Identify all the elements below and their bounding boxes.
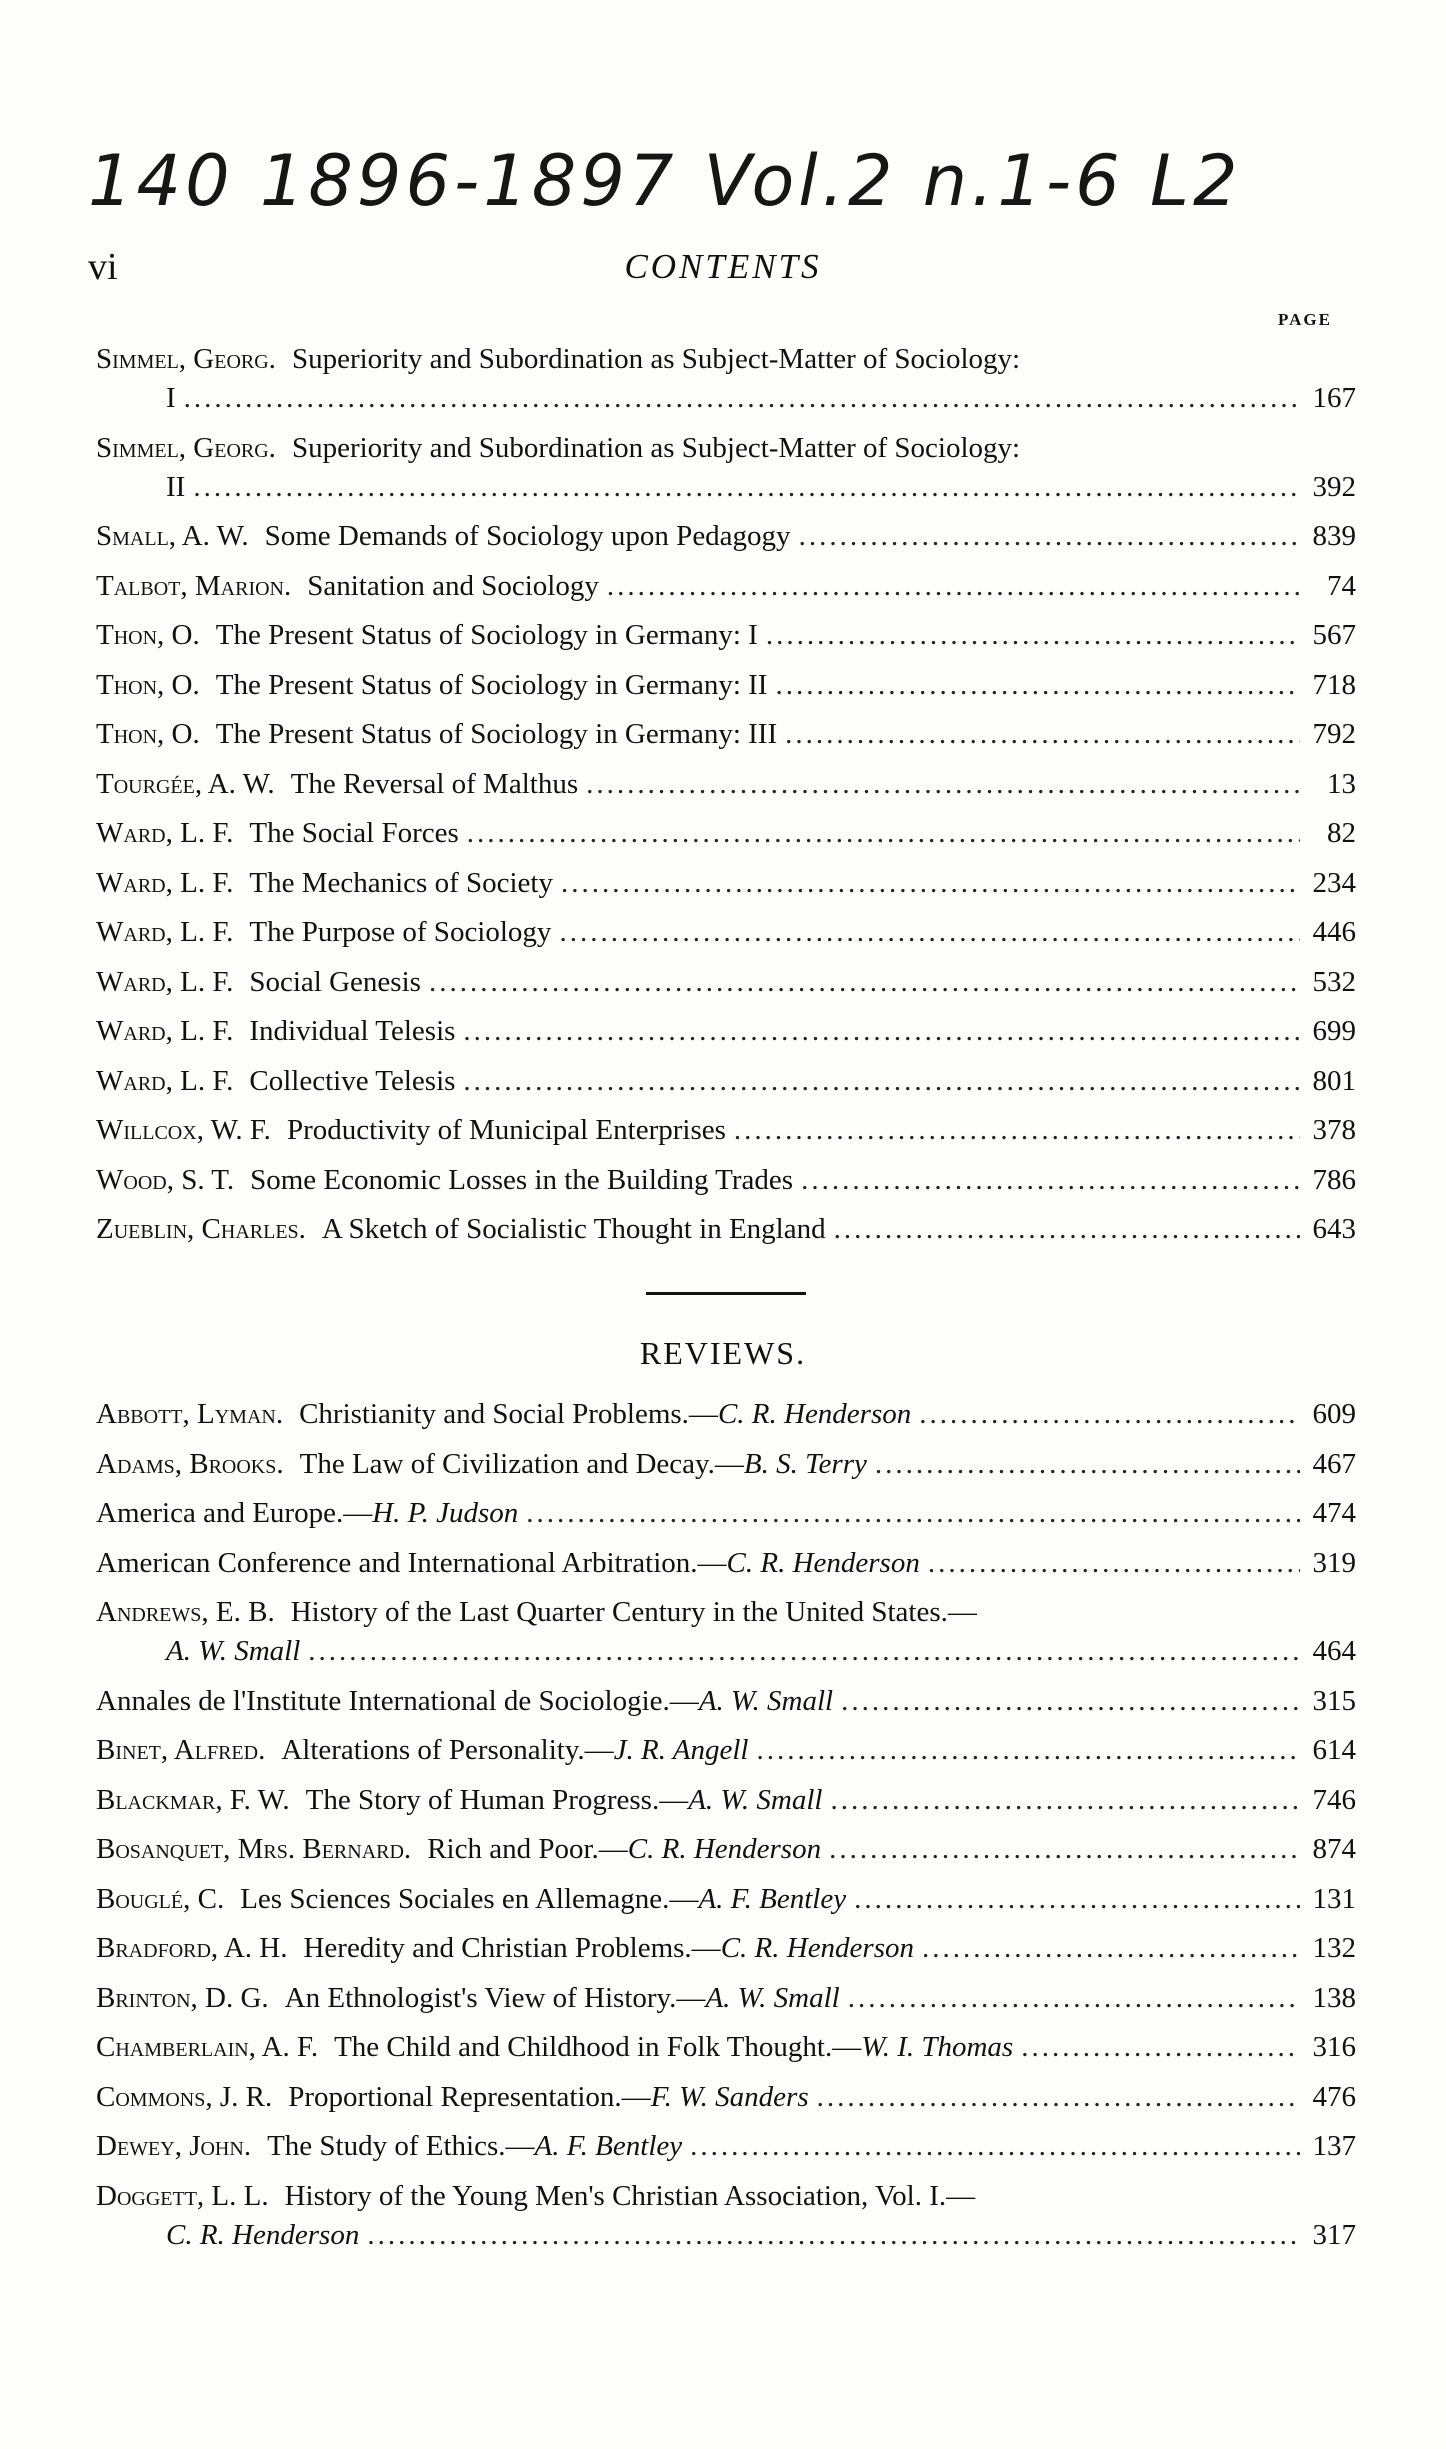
entry-author: Bouglé, C. (96, 1882, 225, 1915)
entry-reviewer: C. R. Henderson (720, 1932, 915, 1964)
leader-dots (690, 2127, 1300, 2166)
entry-page: 392 (1312, 470, 1356, 503)
contents-entry (96, 864, 1356, 903)
entry-line (96, 1111, 1356, 1150)
contents-entry (96, 963, 1356, 1002)
leader-dots (756, 1731, 1300, 1770)
contents-entry (96, 1012, 1356, 1051)
entry-line (96, 1880, 1356, 1919)
review-entry (96, 2028, 1356, 2067)
contents-entry (96, 765, 1356, 804)
entry-reviewer: A. F. Bentley (534, 2130, 683, 2162)
entry-page: 316 (1312, 2031, 1356, 2063)
entry-title: Heredity and Christian Problems.— (303, 1932, 721, 1964)
contents-list (96, 340, 1356, 1260)
contents-entry (96, 616, 1356, 655)
entry-author: Bradford, A. H. (96, 1932, 288, 1964)
entry-line (96, 2177, 1356, 2216)
entry-title: The Child and Childhood in Folk Thought.— (334, 2031, 862, 2063)
entry-reviewer: W. I. Thomas (861, 2031, 1014, 2063)
entry-page: 874 (1312, 1833, 1356, 1865)
entry-page: 839 (1312, 520, 1356, 552)
leader-dots (734, 1111, 1300, 1150)
entry-page: 315 (1312, 1684, 1356, 1717)
entry-line (96, 2028, 1356, 2067)
entry-author: Wood, S. T. (96, 1163, 235, 1196)
entry-title: America and Europe.— (96, 1497, 373, 1529)
review-entry (96, 1395, 1356, 1434)
entry-author: Thon, O. (96, 718, 200, 750)
entry-title: The Law of Civilization and Decay.— (299, 1447, 744, 1480)
entry-author: Zueblin, Charles. (96, 1213, 306, 1245)
entry-author: Ward, L. F. (96, 965, 234, 998)
entry-reviewer: A. W. Small (698, 1684, 834, 1717)
entry-reviewer: J. R. Angell (613, 1734, 749, 1766)
review-entry (96, 1781, 1356, 1820)
entry-title: The Present Status of Sociology in Germany: I (215, 619, 758, 651)
entry-line (96, 1012, 1356, 1051)
leader-dots (463, 1012, 1300, 1051)
entry-author: Ward, L. F. (96, 916, 234, 948)
entry-reviewer: C. R. Henderson (166, 2218, 360, 2251)
leader-dots (526, 1494, 1300, 1533)
entry-line (96, 765, 1356, 804)
review-entry (96, 1731, 1356, 1770)
entry-line (96, 517, 1356, 556)
entry-author: Chamberlain, A. F. (96, 2031, 319, 2063)
entry-title: Social Genesis (249, 965, 421, 998)
entry-page: 137 (1312, 2130, 1356, 2162)
reviews-list (96, 1395, 1356, 2265)
entry-page: 532 (1312, 965, 1356, 998)
entry-continuation-line (96, 468, 1356, 507)
entry-line (96, 1830, 1356, 1869)
entry-page: 234 (1312, 866, 1356, 899)
leader-dots (308, 1632, 1300, 1671)
leader-dots (829, 1830, 1300, 1869)
entry-page: 167 (1312, 382, 1356, 414)
entry-line (96, 429, 1356, 468)
review-entry (96, 1494, 1356, 1533)
section-divider (646, 1292, 806, 1295)
entry-author: Ward, L. F. (96, 817, 234, 849)
page-column-label: PAGE (1278, 310, 1332, 329)
entry-line (96, 1161, 1356, 1200)
entry-line (96, 1494, 1356, 1533)
entry-page: 614 (1312, 1734, 1356, 1766)
review-entry (96, 1979, 1356, 2018)
review-entry (96, 1445, 1356, 1484)
review-entry (96, 1544, 1356, 1583)
entry-author: Abbott, Lyman. (96, 1398, 284, 1430)
entry-page: 13 (1327, 767, 1356, 800)
entry-line (96, 1979, 1356, 2018)
entry-title: An Ethnologist's View of History.— (284, 1981, 706, 2014)
entry-continuation-line (96, 1632, 1356, 1671)
review-entry (96, 2127, 1356, 2166)
entry-page: 609 (1312, 1398, 1356, 1430)
entry-title: Individual Telesis (249, 1015, 456, 1047)
entry-reviewer: A. W. Small (688, 1783, 823, 1816)
contents-entry (96, 814, 1356, 853)
leader-dots (766, 616, 1300, 655)
leader-dots (817, 2078, 1300, 2117)
leader-dots (184, 379, 1300, 418)
entry-reviewer: C. R. Henderson (717, 1398, 912, 1430)
entry-title: The Present Status of Sociology in Germany: II (215, 668, 768, 701)
entry-author: Binet, Alfred. (96, 1734, 266, 1766)
entry-page: 476 (1312, 2080, 1356, 2113)
entry-line (96, 1731, 1356, 1770)
entry-author: Brinton, D. G. (96, 1981, 269, 2014)
leader-dots (848, 1979, 1300, 2018)
entry-line (96, 963, 1356, 1002)
entry-page: 786 (1312, 1163, 1356, 1196)
handwritten-note: 140 1896-1897 Vol.2 n.1-6 L2 (88, 140, 1242, 222)
entry-title: Les Sciences Sociales en Allemagne.— (240, 1882, 699, 1915)
entry-part: I (166, 382, 176, 414)
leader-dots (467, 814, 1300, 853)
entry-line (96, 666, 1356, 705)
entry-title: Annales de l'Institute International de Sociologie.— (96, 1684, 699, 1717)
contents-entry (96, 517, 1356, 556)
entry-line (96, 1682, 1356, 1721)
entry-line (96, 2127, 1356, 2166)
entry-author: Talbot, Marion. (96, 569, 292, 602)
leader-dots (785, 715, 1300, 754)
entry-reviewer: B. S. Terry (743, 1447, 867, 1480)
leader-dots (607, 567, 1300, 606)
entry-page: 474 (1312, 1497, 1356, 1529)
contents-entry (96, 666, 1356, 705)
leader-dots (830, 1781, 1300, 1820)
contents-entry (96, 715, 1356, 754)
entry-reviewer: A. F. Bentley (698, 1882, 847, 1915)
entry-author: Tourgée, A. W. (96, 767, 275, 800)
entry-author: Ward, L. F. (96, 1015, 234, 1047)
entry-author: Willcox, W. F. (96, 1114, 271, 1146)
entry-line (96, 1781, 1356, 1820)
contents-entry (96, 567, 1356, 606)
page-header (88, 245, 1358, 289)
entry-title: The Mechanics of Society (249, 866, 553, 899)
entry-page: 643 (1312, 1213, 1356, 1245)
leader-dots (559, 913, 1300, 952)
entry-title: Christianity and Social Problems.— (299, 1398, 718, 1430)
entry-reviewer: A. W. Small (166, 1635, 301, 1667)
entry-title: Superiority and Subordination as Subject-Matter of Sociology: (291, 343, 1021, 375)
entry-reviewer: F. W. Sanders (650, 2080, 809, 2113)
entry-page: 446 (1312, 916, 1356, 948)
entry-author: Thon, O. (96, 619, 200, 651)
entry-page: 138 (1312, 1981, 1356, 2014)
entry-reviewer: H. P. Judson (372, 1497, 519, 1529)
entry-author: Thon, O. (96, 668, 200, 701)
entry-title: The Present Status of Sociology in Germany: III (215, 718, 778, 750)
entry-author: Commons, J. R. (96, 2080, 273, 2113)
review-entry (96, 1929, 1356, 1968)
entry-author: Small, A. W. (96, 520, 249, 552)
entry-title: The Study of Ethics.— (267, 2130, 535, 2162)
entry-line (96, 1210, 1356, 1249)
leader-dots (429, 963, 1300, 1002)
entry-title: Some Demands of Sociology upon Pedagogy (264, 520, 791, 552)
leader-dots (922, 1929, 1300, 1968)
entry-page: 317 (1312, 2218, 1356, 2251)
entry-reviewer: C. R. Henderson (726, 1546, 920, 1579)
contents-entry (96, 913, 1356, 952)
entry-page: 801 (1312, 1064, 1356, 1097)
reviews-heading: REVIEWS. (639, 1335, 807, 1371)
entry-author: Doggett, L. L. (96, 2179, 269, 2212)
entry-page: 132 (1312, 1932, 1356, 1964)
contents-entry (96, 429, 1356, 507)
entry-author: Simmel, Georg. (96, 431, 276, 464)
entry-author: Adams, Brooks. (96, 1447, 284, 1480)
entry-author: Ward, L. F. (96, 866, 234, 899)
entry-page: 718 (1312, 668, 1356, 701)
review-entry (96, 2078, 1356, 2117)
contents-entry (96, 1062, 1356, 1101)
contents-entry (96, 340, 1356, 418)
entry-title: The Reversal of Malthus (290, 767, 579, 800)
entry-author: Andrews, E. B. (96, 1596, 275, 1628)
entry-title: Rich and Poor.— (427, 1833, 628, 1865)
entry-author: Bosanquet, Mrs. Bernard. (96, 1833, 412, 1865)
entry-title: American Conference and International Arbitration.— (96, 1546, 727, 1579)
entry-title: Proportional Representation.— (288, 2080, 651, 2113)
leader-dots (801, 1161, 1300, 1200)
entry-continuation-line (96, 2216, 1356, 2255)
leader-dots (586, 765, 1300, 804)
entry-title: History of the Young Men's Christian Association, Vol. I.— (284, 2179, 976, 2212)
entry-title: The Story of Human Progress.— (305, 1783, 689, 1816)
leader-dots (834, 1210, 1300, 1249)
entry-page: 567 (1312, 619, 1356, 651)
leader-dots (1021, 2028, 1300, 2067)
entry-page: 746 (1312, 1783, 1356, 1816)
leader-dots (854, 1880, 1300, 1919)
entry-line (96, 1544, 1356, 1583)
entry-line (96, 1395, 1356, 1434)
review-entry (96, 2177, 1356, 2255)
leader-dots (193, 468, 1300, 507)
entry-title: Productivity of Municipal Enterprises (286, 1114, 726, 1146)
entry-author: Dewey, John. (96, 2130, 252, 2162)
entry-line (96, 913, 1356, 952)
entry-continuation-line (96, 379, 1356, 418)
leader-dots (919, 1395, 1300, 1434)
review-entry (96, 1880, 1356, 1919)
leader-dots (875, 1445, 1300, 1484)
entry-reviewer: C. R. Henderson (627, 1833, 822, 1865)
entry-title: Alterations of Personality.— (281, 1734, 614, 1766)
entry-line (96, 567, 1356, 606)
entry-page: 467 (1312, 1447, 1356, 1480)
entry-line (96, 1445, 1356, 1484)
leader-dots (841, 1682, 1300, 1721)
leader-dots (799, 517, 1300, 556)
entry-title: Collective Telesis (249, 1064, 456, 1097)
entry-line (96, 814, 1356, 853)
entry-line (96, 616, 1356, 655)
contents-entry (96, 1161, 1356, 1200)
entry-line (96, 864, 1356, 903)
leader-dots (561, 864, 1300, 903)
entry-page: 699 (1312, 1015, 1356, 1047)
entry-title: A Sketch of Socialistic Thought in England (321, 1213, 826, 1245)
running-title: CONTENTS (624, 247, 822, 286)
leader-dots (367, 2216, 1300, 2255)
entry-page: 378 (1312, 1114, 1356, 1146)
leader-dots (775, 666, 1300, 705)
entry-line (96, 715, 1356, 754)
entry-reviewer: A. W. Small (705, 1981, 840, 2014)
entry-page: 82 (1327, 817, 1356, 849)
entry-author: Ward, L. F. (96, 1064, 234, 1097)
entry-page: 792 (1312, 718, 1356, 750)
entry-title: Some Economic Losses in the Building Trades (250, 1163, 794, 1196)
entry-page: 464 (1312, 1635, 1356, 1667)
review-entry (96, 1682, 1356, 1721)
entry-page: 131 (1312, 1882, 1356, 1915)
entry-title: The Purpose of Sociology (249, 916, 552, 948)
entry-title: The Social Forces (249, 817, 459, 849)
review-entry (96, 1593, 1356, 1671)
entry-title: Sanitation and Sociology (307, 569, 599, 602)
contents-entry (96, 1210, 1356, 1249)
entry-page: 319 (1312, 1546, 1356, 1579)
entry-line (96, 1593, 1356, 1632)
entry-title: Superiority and Subordination as Subject-Matter of Sociology: (291, 431, 1021, 464)
entry-line (96, 1929, 1356, 1968)
entry-line (96, 1062, 1356, 1101)
entry-line (96, 2078, 1356, 2117)
entry-page: 74 (1327, 569, 1356, 602)
entry-line (96, 340, 1356, 379)
leader-dots (928, 1544, 1300, 1583)
leader-dots (463, 1062, 1300, 1101)
folio-number: vi (88, 246, 118, 288)
entry-part: II (166, 470, 186, 503)
entry-author: Simmel, Georg. (96, 343, 276, 375)
entry-author: Blackmar, F. W. (96, 1783, 290, 1816)
review-entry (96, 1830, 1356, 1869)
contents-entry (96, 1111, 1356, 1150)
entry-title: History of the Last Quarter Century in the United States.— (290, 1596, 977, 1628)
